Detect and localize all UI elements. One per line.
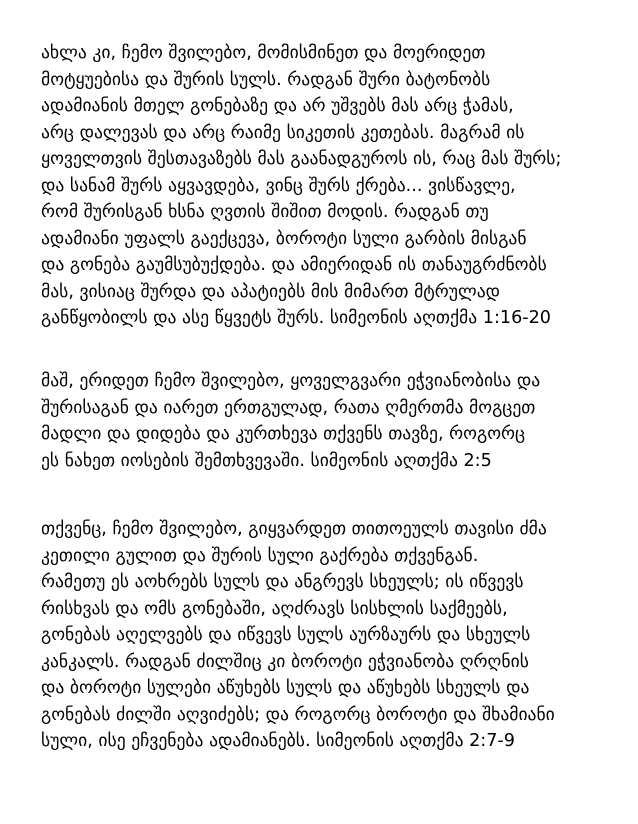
text-line: მოტყუებისა და შურის სულს. რადგან შური ბატონობს <box>41 69 491 90</box>
paragraph-1 <box>41 40 621 332</box>
text-line: გონებას ძილში აღვიძებს; და როგორც ბოროტი და შხამიანი <box>41 704 555 725</box>
text-line: ახლა კი, ჩემო შვილებო, მომისმინეთ და მოერიდეთ <box>41 43 486 63</box>
text-line: ადამიანი უფალს გაექცევა, ბოროტი სული გარბის მისგან <box>41 228 527 249</box>
text-line: არც დალევას და არც რაიმე სიკეთის კეთებას. მაგრამ ის <box>41 122 525 143</box>
text-line: მას, ვისიაც შურდა და აპატიებს მის მიმართ მტრულად <box>41 281 501 302</box>
text-line: რამეთუ ეს აოხრებს სულს და ანგრევს სხეულს; ის იწვევს <box>41 572 524 592</box>
text-line: თქვენც, ჩემო შვილებო, გიყვარდეთ თითოეულს თავისი ძმა <box>41 519 547 539</box>
text-line: მადლი და დიდება და კურთხევა თქვენს თავზე, როგორც <box>41 424 526 444</box>
text-line: და სანამ შურს აყვავდება, ვინც შურს ქრება... ვისწავლე, <box>41 175 516 196</box>
text-line: და ბოროტი სულები აწუხებს სულს და აწუხებს სხეულს და <box>41 678 530 698</box>
text-line: რომ შურისგან ხსნა ღვთის შიშით მოდის. რადგან თუ <box>41 202 489 222</box>
text-line: სული, ისე ეჩვენება ადამიანებს. სიმეონის აღთქმა 2:7-9 <box>41 731 515 751</box>
paragraph-3 <box>41 516 621 755</box>
text-line: მაშ, ერიდეთ ჩემო შვილებო, ყოველგვარი ეჭვიანობისა და <box>41 371 541 391</box>
text-line: კეთილი გულით და შურის სული გაქრება თქვენგან. <box>41 545 479 566</box>
text-line: ყოველთვის შესთავაზებს მას გაანადგუროს ის, რაც მას შურს; <box>41 149 562 169</box>
text-line: კანკალს. რადგან ძილშიც კი ბოროტი ეჭვიანობა ღრღნის <box>41 651 529 672</box>
text-line: გონებას აღელვებს და იწვევს სულს აურზაურს და სხეულს <box>41 625 531 645</box>
text-line: ადამიანის მთელ გონებაზე და არ უშვებს მას არც ჭამას, <box>41 96 514 116</box>
text-line: და გონება გაუმსუბუქდება. და ამიერიდან ის თანაუგრძნობს <box>41 255 547 275</box>
text-line: განწყობილს და ასე წყვეტს შურს. სიმეონის აღთქმა 1:16-20 <box>41 308 552 328</box>
text-line: შურისაგან და იარეთ ერთგულად, რათა ღმერთმა მოგცეთ <box>41 397 536 418</box>
text-line: რისხვას და ომს გონებაში, აღძრავს სისხლის საქმეებს, <box>41 598 508 619</box>
paragraph-2 <box>41 368 621 474</box>
text-line: ეს ნახეთ იოსების შემთხვევაში. სიმეონის აღთქმა 2:5 <box>41 450 492 471</box>
